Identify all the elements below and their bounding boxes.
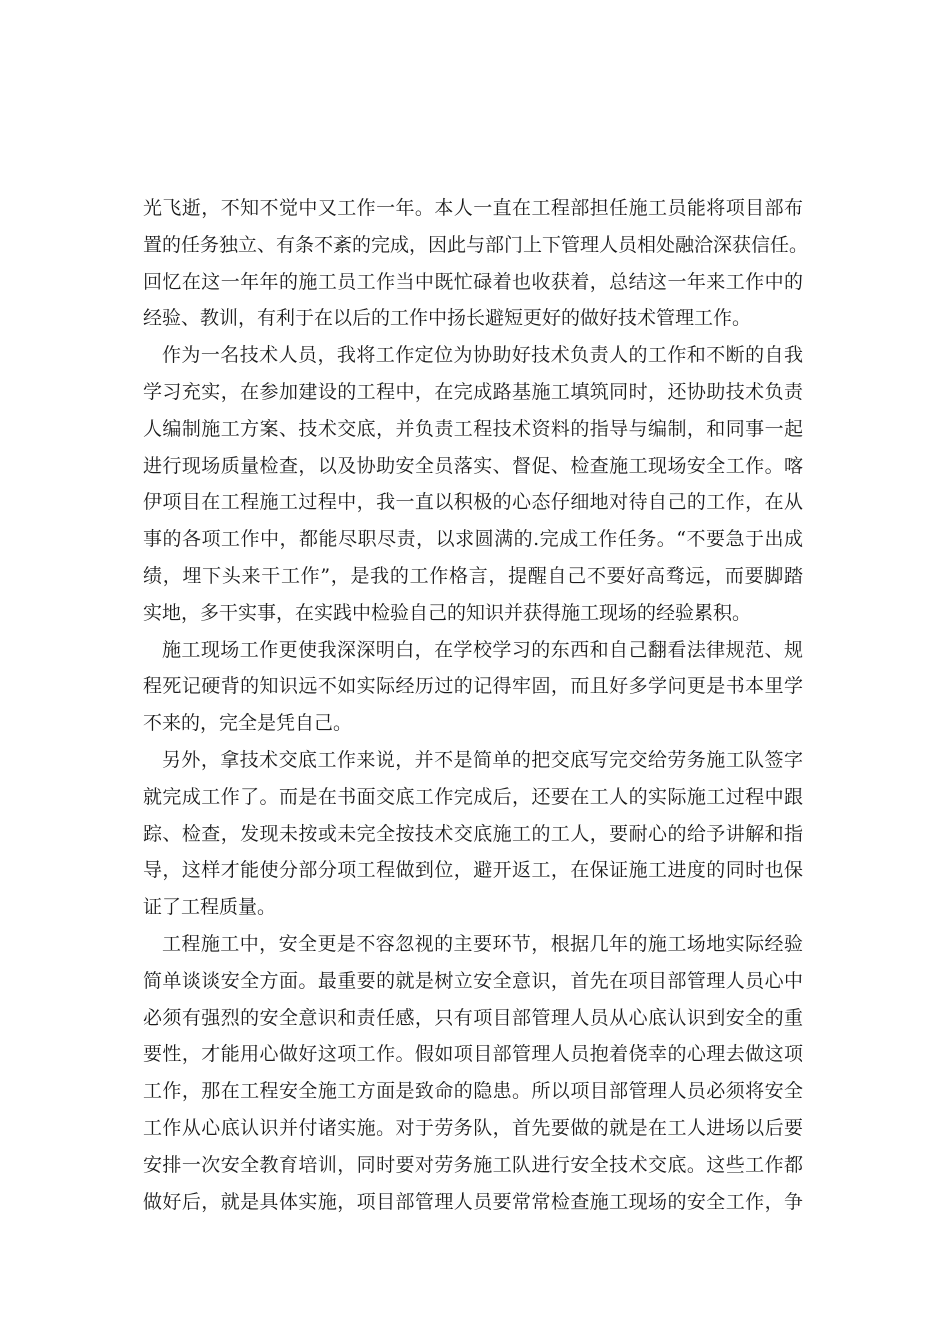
text-line: 工作，那在工程安全施工方面是致命的隐患。所以项目部管理人员必须将安全 <box>143 1080 803 1103</box>
text-line: 人编制施工方案、技术交底，并负责工程技术资料的指导与编制，和同事一起 <box>143 417 803 440</box>
paragraph <box>143 632 803 742</box>
text-line: 经验、教训，有利于在以后的工作中扬长避短更好的做好技术管理工作。 <box>143 307 752 330</box>
text-line: 伊项目在工程施工过程中，我一直以积极的心态仔细地对待自己的工作，在从 <box>143 491 803 514</box>
text-line: 做好后，就是具体实施，项目部管理人员要常常检查施工现场的安全工作，争 <box>143 1190 803 1213</box>
text-line: 施工现场工作更使我深深明白，在学校学习的东西和自己翻看法律规范、规 <box>162 638 803 661</box>
text-line: 证了工程质量。 <box>143 896 277 919</box>
body-text <box>143 190 809 1220</box>
text-line: 就完成工作了。而是在书面交底工作完成后，还要在工人的实际施工过程中跟 <box>143 785 803 808</box>
text-line: 踪、检查，发现未按或未完全按技术交底施工的工人，要耐心的给予讲解和指 <box>143 822 803 845</box>
text-line: 学习充实，在参加建设的工程中，在完成路基施工填筑同时，还协助技术负责 <box>143 380 803 403</box>
paragraph <box>143 190 809 337</box>
text-line: 简单谈谈安全方面。最重要的就是树立安全意识，首先在项目部管理人员心中 <box>143 969 803 992</box>
text-line: 必须有强烈的安全意识和责任感，只有项目部管理人员从心底认识到安全的重 <box>143 1006 803 1029</box>
text-line: 程死记硬背的知识远不如实际经历过的记得牢固，而且好多学问更是书本里学 <box>143 675 803 698</box>
text-line: 实地，多干实事，在实践中检验自己的知识并获得施工现场的经验累积。 <box>143 601 752 624</box>
text-line: 置的任务独立、有条不紊的完成，因此与部门上下管理人员相处融洽深获信任。 <box>143 233 809 256</box>
text-line: 工程施工中，安全更是不容忽视的主要环节，根据几年的施工场地实际经验 <box>162 932 803 955</box>
text-line: 绩，埋下头来干工作”，是我的工作格言，提醒自己不要好高骛远，而要脚踏 <box>143 564 803 587</box>
text-line: 作为一名技术人员，我将工作定位为协助好技术负责人的工作和不断的自我 <box>162 344 803 367</box>
text-line: 回忆在这一年年的施工员工作当中既忙碌着也收获着，总结这一年来工作中的 <box>143 270 803 293</box>
text-line: 要性，才能用心做好这项工作。假如项目部管理人员抱着侥幸的心理去做这项 <box>143 1043 803 1066</box>
paragraph <box>143 337 803 631</box>
text-line: 另外，拿技术交底工作来说，并不是简单的把交底写完交给劳务施工队签字 <box>162 748 803 771</box>
paragraph <box>143 926 803 1220</box>
text-line: 光飞逝，不知不觉中又工作一年。本人一直在工程部担任施工员能将项目部布 <box>143 197 803 219</box>
text-line: 安排一次安全教育培训，同时要对劳务施工队进行安全技术交底。这些工作都 <box>143 1153 803 1176</box>
text-line: 导，这样才能使分部分项工程做到位，避开返工，在保证施工进度的同时也保 <box>143 859 803 882</box>
paragraph <box>143 742 803 926</box>
text-line: 进行现场质量检查，以及协助安全员落实、督促、检查施工现场安全工作。喀 <box>143 454 803 477</box>
text-line: 不来的，完全是凭自己。 <box>143 712 353 735</box>
text-line: 事的各项工作中，都能尽职尽责，以求圆满的.完成工作任务。“不要急于出成 <box>143 528 803 551</box>
text-line: 工作从心底认识并付诸实施。对于劳务队，首先要做的就是在工人进场以后要 <box>143 1116 803 1139</box>
